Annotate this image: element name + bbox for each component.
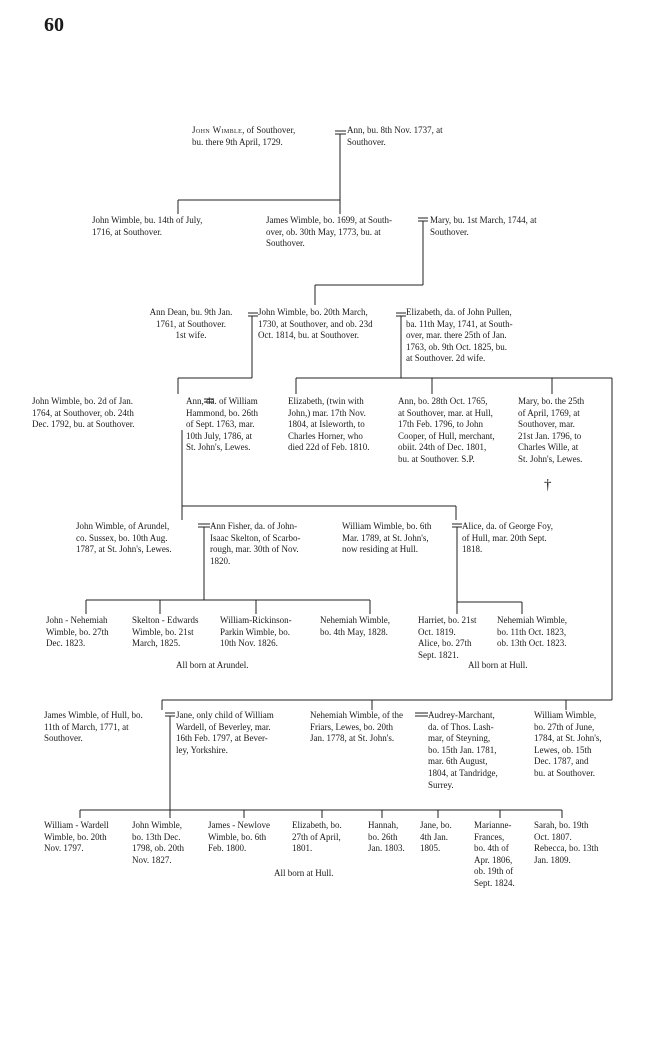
hannah-entry: Hannah, bo. 26th Jan. 1803. (368, 820, 405, 854)
james-newlove-entry: James - Newlove Wimble, bo. 6th Feb. 1800. (208, 820, 270, 854)
elizabeth-pullen-entry: Elizabeth, da. of John Pullen, ba. 11th May, 1741, at South- over, mar. there 25th of Jan. 1763, ob. 9th Oct. 1825, bu. at Southover. 2d wife. (406, 307, 513, 364)
nehemiah-1823-entry: Nehemiah Wimble, bo. 11th Oct. 1823, ob. 13th Oct. 1823. (497, 615, 567, 649)
john-wimble-1730-entry: John Wimble, bo. 20th March, 1730, at Southover, and ob. 23d Oct. 1814, bu. at Southover. (258, 307, 373, 341)
sarah-rebecca-entry: Sarah, bo. 19th Oct. 1807. Rebecca, bo. 13th Jan. 1809. (534, 820, 599, 865)
jane-wardell-entry: Jane, only child of William Wardell, of Beverley, mar. 16th Feb. 1797, at Bever- ley, Yorkshire. (176, 710, 274, 755)
mary-wife-entry: Mary, bu. 1st March, 1744, at Southover. (430, 215, 537, 237)
marianne-frances-entry: Marianne- Frances, bo. 4th of Apr. 1806, ob. 19th of Sept. 1824. (474, 820, 515, 888)
william-wimble-1789-entry: William Wimble, bo. 6th Mar. 1789, at St. John's, now residing at Hull. (342, 521, 432, 555)
john-nehemiah-entry: John - Nehemiah Wimble, bo. 27th Dec. 1823. (46, 615, 109, 649)
elizabeth-twin-entry: Elizabeth, (twin with John,) mar. 17th Nov. 1804, at Isleworth, to Charles Horner, who died 22d of Feb. 1810. (288, 396, 370, 453)
john-wimble-arundel-entry: John Wimble, of Arundel, co. Sussex, bo. 10th Aug. 1787, at St. John's, Lewes. (76, 521, 172, 555)
jane-1805-entry: Jane, bo. 4th Jan. 1805. (420, 820, 452, 854)
ann-wife-entry: Ann, bu. 8th Nov. 1737, at Southover. (347, 125, 443, 147)
born-hull-note-gen6: All born at Hull. (468, 660, 528, 670)
born-hull-note-gen8: All born at Hull. (274, 868, 334, 878)
mary-wille-entry: Mary, bo. the 25th of April, 1769, at Southover, mar. 21st Jan. 1796, to Charles Wille, at St. John's, Lewes. (518, 396, 585, 464)
william-wimble-1784-entry: William Wimble, bo. 27th of June, 1784, at St. John's, Lewes, ob. 15th Dec. 1787, and bu. at Southover. (534, 710, 602, 778)
ann-hammond-entry: Ann, da. of William Hammond, bo. 26th of Sept. 1763, mar. 10th July, 1786, at St. John's, Lewes. (186, 396, 258, 453)
william-rickinson-entry: William-Rickinson- Parkin Wimble, bo. 10th Nov. 1826. (220, 615, 292, 649)
ann-fisher-entry: Ann Fisher, da. of John- Isaac Skelton, of Scarbo- rough, mar. 30th of Nov. 1820. (210, 521, 301, 566)
john-wimble-1764-entry: John Wimble, bo. 2d of Jan. 1764, at Southover, ob. 24th Dec. 1792, bu. at Southover. (32, 396, 135, 430)
john-wimble-1716-entry: John Wimble, bu. 14th of July, 1716, at Southover. (92, 215, 203, 237)
alice-foy-entry: Alice, da. of George Foy, of Hull, mar. 20th Sept. 1818. (462, 521, 553, 555)
john-wimble-details: , of Southover, bu. there 9th April, 1729. (192, 125, 296, 147)
elizabeth-1801-entry: Elizabeth, bo. 27th of April, 1801. (292, 820, 342, 854)
nehemiah-friars-entry: Nehemiah Wimble, of the Friars, Lewes, bo. 20th Jan. 1778, at St. John's. (310, 710, 403, 744)
james-wimble-1699-entry: James Wimble, bo. 1699, at South- over, ob. 30th May, 1773, bu. at Southover. (266, 215, 392, 249)
page-number: 60 (44, 14, 64, 36)
born-arundel-note: All born at Arundel. (176, 660, 249, 670)
ann-cooper-entry: Ann, bo. 28th Oct. 1765, at Southover, mar. at Hull, 17th Feb. 1796, to John Cooper, of Hull, merchant, obiit. 24th of Dec. 1801, bu. at Southover. S.P. (398, 396, 495, 464)
nehemiah-1828-entry: Nehemiah Wimble, bo. 4th May, 1828. (320, 615, 390, 637)
ann-dean-entry: Ann Dean, bu. 9th Jan. 1761, at Southover. 1st wife. (149, 307, 233, 341)
william-wardell-entry: William - Wardell Wimble, bo. 20th Nov. 1797. (44, 820, 109, 854)
james-wimble-hull-entry: James Wimble, of Hull, bo. 11th of March, 1771, at Southover. (44, 710, 143, 744)
john-wimble-1798-entry: John Wimble, bo. 13th Dec. 1798, ob. 20th Nov. 1827. (132, 820, 185, 865)
skelton-edwards-entry: Skelton - Edwards Wimble, bo. 21st March, 1825. (132, 615, 199, 649)
cross-mark: † (544, 477, 552, 493)
john-wimble-name: John Wimble (192, 125, 243, 135)
harriet-alice-entry: Harriet, bo. 21st Oct. 1819. Alice, bo. 27th Sept. 1821. (418, 615, 477, 660)
john-wimble-southover-entry (192, 125, 338, 148)
audrey-marchant-entry: Audrey-Marchant, da. of Thos. Lash- mar, of Steyning, bo. 15th Jan. 1781, mar. 6th August, 1804, at Tandridge, Surrey. (428, 710, 498, 790)
